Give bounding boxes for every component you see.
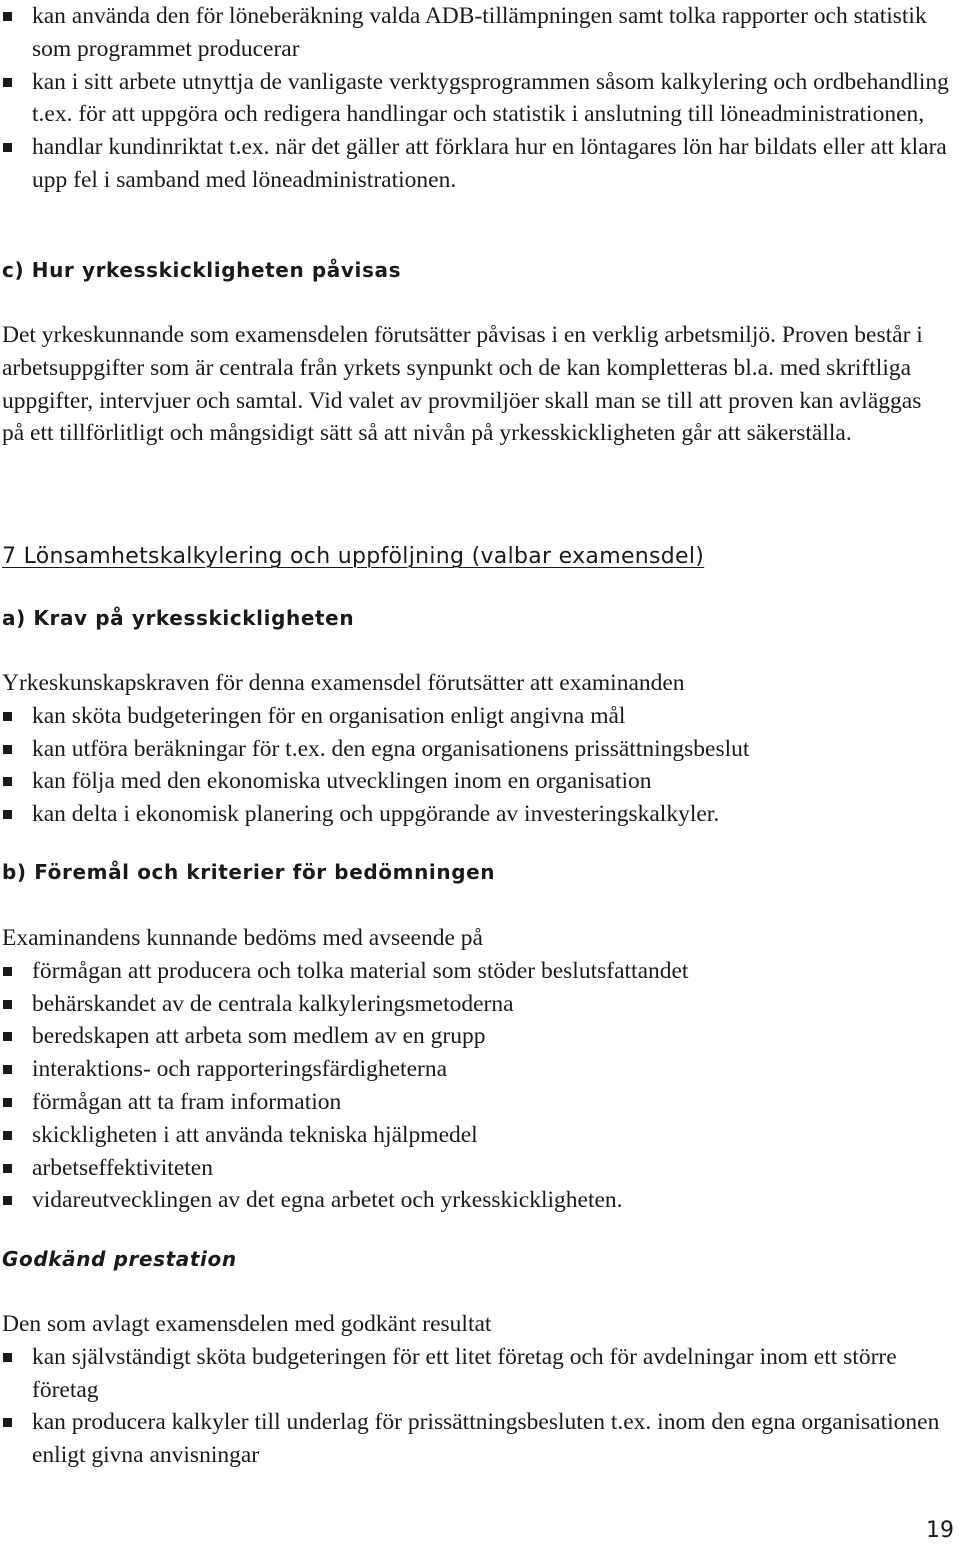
list-item: förmågan att producera och tolka material som stöder beslutsfattandet	[2, 955, 957, 988]
list-item: interaktions- och rapporteringsfärdigheterna	[2, 1053, 957, 1086]
paragraph: Det yrkeskunnande som examensdelen förutsätter påvisas i en verklig arbetsmiljö. Proven består i arbetsuppgifter som är centrala från yrkets synpunkt och de kan kompletteras bl.a. med skriftliga uppgifter, intervjuer och samtal. Vid valet av provmiljöer skall man se till att proven kan avläggas på ett tillförlitligt och mångsidigt sätt så att nivån på yrkesskickligheten går att säkerställa.	[2, 322, 923, 447]
list-item: förmågan att ta fram information	[2, 1086, 957, 1119]
list-item: vidareutvecklingen av det egna arbetet och yrkesskickligheten.	[2, 1184, 957, 1217]
list-item: behärskandet av de centrala kalkyleringsmetoderna	[2, 988, 957, 1021]
list-item: beredskapen att arbeta som medlem av en grupp	[2, 1020, 957, 1053]
list-item: kan utföra beräkningar för t.ex. den egna organisationens prissättningsbeslut	[2, 733, 957, 766]
section-c-paragraph	[2, 319, 947, 450]
list-item: arbetseffektiviteten	[2, 1152, 957, 1185]
section-b-bullet-list	[2, 955, 957, 1217]
list-item: skickligheten i att använda tekniska hjälpmedel	[2, 1119, 957, 1152]
godkand-heading: Godkänd prestation	[2, 1247, 237, 1271]
section-7-title: 7 Lönsamhetskalkylering och uppföljning (valbar examensdel)	[2, 544, 705, 569]
list-item: kan självständigt sköta budgeteringen för ett litet företag och för avdelningar inom ett större företag	[2, 1341, 957, 1407]
list-item: kan delta i ekonomisk planering och uppgörande av investeringskalkyler.	[2, 798, 957, 831]
section-a-bullet-list	[2, 700, 957, 831]
list-item: kan använda den för löneberäkning valda ADB-tillämpningen samt tolka rapporter och statistik som programmet producerar	[2, 0, 957, 66]
list-item: kan producera kalkyler till underlag för prissättningsbesluten t.ex. inom den egna organisationen enligt givna anvisningar	[2, 1406, 957, 1472]
list-item: kan i sitt arbete utnyttja de vanligaste verktygsprogrammen såsom kalkylering och ordbehandling t.ex. för att uppgöra och redigera handlingar och statistik i anslutning till löneadministrationen,	[2, 66, 957, 132]
section-a-body	[2, 667, 957, 831]
list-item: kan sköta budgeteringen för en organisation enligt angivna mål	[2, 700, 957, 733]
section-b-body	[2, 922, 957, 1217]
godkand-body	[2, 1308, 957, 1472]
section-a-intro: Yrkeskunskapskraven för denna examensdel förutsätter att examinanden	[2, 670, 685, 696]
list-item: kan följa med den ekonomiska utvecklingen inom en organisation	[2, 765, 957, 798]
section-a-heading: a) Krav på yrkesskickligheten	[2, 606, 355, 630]
section-c-heading: c) Hur yrkesskickligheten påvisas	[2, 258, 402, 282]
page-number: 19	[926, 1518, 954, 1543]
godkand-bullet-list	[2, 1341, 957, 1472]
section-b-heading: b) Föremål och kriterier för bedömningen	[2, 860, 496, 884]
top-bullet-list	[2, 0, 957, 197]
section-b-intro: Examinandens kunnande bedöms med avseende på	[2, 925, 483, 951]
godkand-intro: Den som avlagt examensdelen med godkänt resultat	[2, 1311, 492, 1337]
list-item: handlar kundinriktat t.ex. när det gäller att förklara hur en löntagares lön har bildats eller att klara upp fel i samband med löneadministrationen.	[2, 131, 957, 197]
